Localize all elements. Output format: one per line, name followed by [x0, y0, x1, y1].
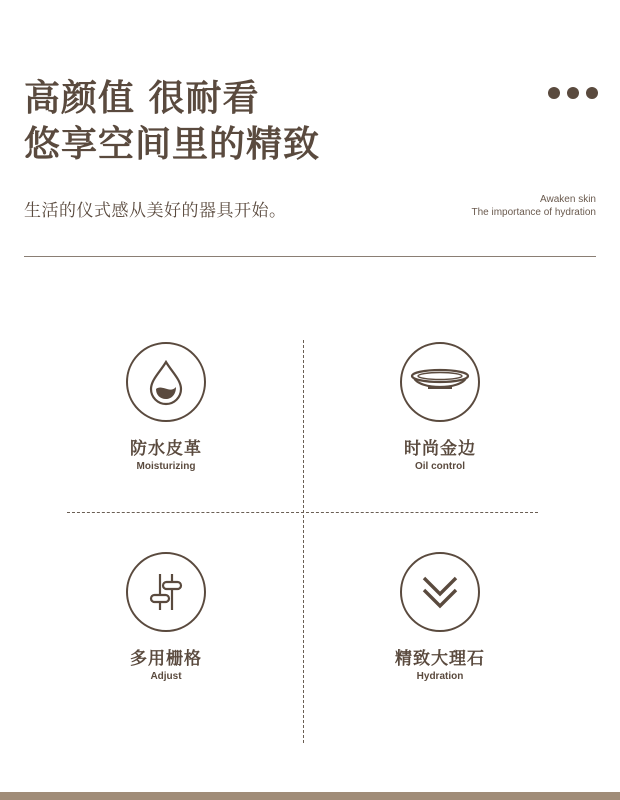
sliders-icon	[126, 552, 206, 632]
headline-line-2: 悠享空间里的精致	[24, 124, 321, 165]
feature-multi-grid	[76, 552, 256, 684]
feature-subtitle: Hydration	[416, 671, 464, 682]
feature-subtitle: Oil control	[415, 461, 465, 472]
headline-line-1: 高颜值 很耐看	[24, 78, 260, 119]
headline	[24, 76, 320, 168]
feature-waterproof-leather	[76, 342, 256, 474]
subtitle: 生活的仪式感从美好的器具开始。	[24, 201, 287, 221]
horizontal-dashed-divider	[67, 512, 538, 513]
dot	[567, 87, 579, 99]
vertical-dashed-divider	[303, 340, 304, 743]
water-drop-icon	[126, 342, 206, 422]
feature-title: 时尚金边	[404, 439, 476, 459]
dot	[548, 87, 560, 99]
double-chevron-down-icon	[400, 552, 480, 632]
plate-icon	[400, 342, 480, 422]
bottom-bar	[0, 792, 620, 800]
more-dots-icon[interactable]	[548, 87, 598, 99]
feature-title: 多用栅格	[130, 649, 202, 669]
feature-gold-rim	[350, 342, 530, 474]
dot	[586, 87, 598, 99]
feature-marble	[350, 552, 530, 684]
english-tagline-line-1: Awaken skin	[540, 194, 596, 205]
divider-rule	[24, 256, 596, 257]
feature-subtitle: Adjust	[150, 671, 182, 682]
english-tagline-line-2: The importance of hydration	[471, 207, 596, 218]
feature-subtitle: Moisturizing	[136, 461, 196, 472]
feature-title: 防水皮革	[130, 439, 202, 459]
english-tagline	[471, 193, 596, 219]
feature-title: 精致大理石	[395, 649, 485, 669]
